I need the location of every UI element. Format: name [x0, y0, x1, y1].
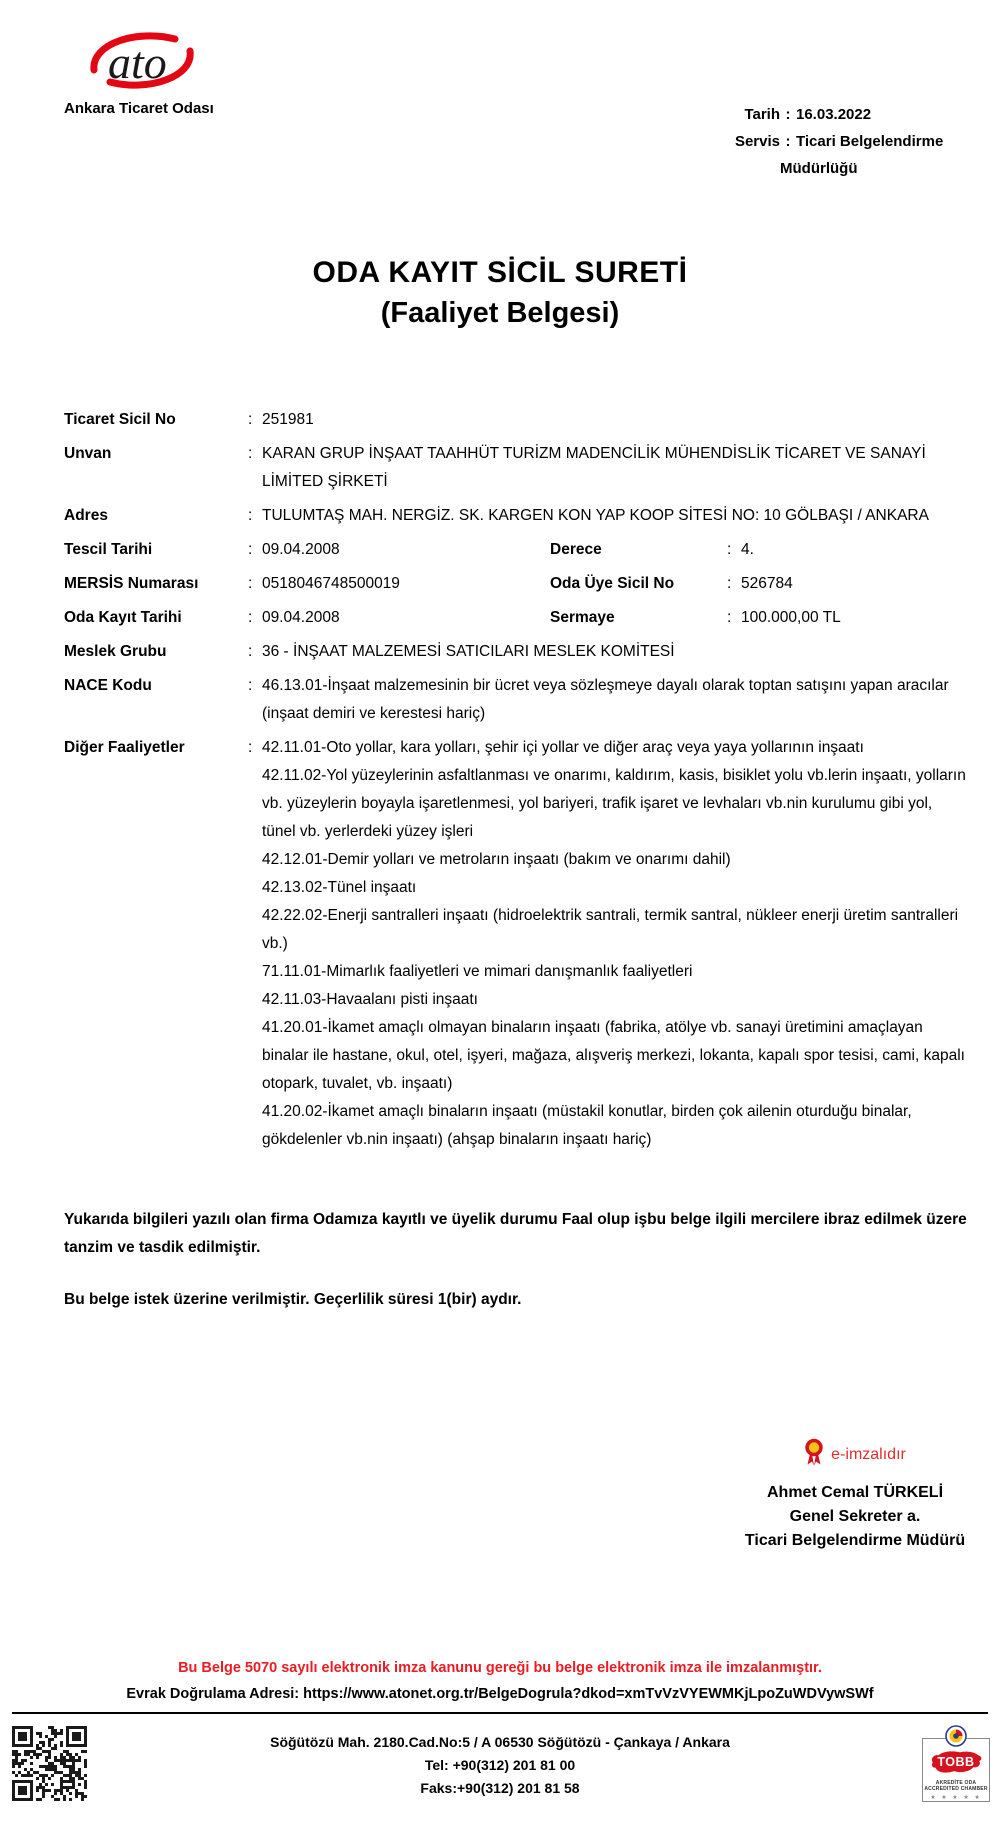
field-value: KARAN GRUP İNŞAAT TAAHHÜT TURİZM MADENCİLİK MÜHENDİSLİK TİCARET VE SANAYİ LİMİTED ŞİRKETİ	[262, 445, 926, 490]
field-value: TULUMTAŞ MAH. NERGİZ. SK. KARGEN KON YAP KOOP SİTESİ NO: 10 GÖLBAŞI / ANKARA	[262, 507, 929, 524]
footer-divider	[12, 1712, 988, 1714]
field-row-tescil-tarihi: Tescil Tarihi : 09.04.2008 Derece : 4.	[64, 536, 967, 564]
field-row-mersis: MERSİS Numarası : 0518046748500019 Oda Üye Sicil No : 526784	[64, 570, 967, 598]
esign-label: e-imzalıdır	[831, 1445, 906, 1463]
field-row-meslek-grubu: Meslek Grubu : 36 - İNŞAAT MALZEMESİ SATICILARI MESLEK KOMİTESİ	[64, 638, 967, 666]
field-value: 09.04.2008	[262, 609, 340, 626]
field-value: 0518046748500019	[262, 575, 400, 592]
activity-item: 42.11.01-Oto yollar, kara yolları, şehir içi yollar ve diğer araç veya yaya yollarının inşaatı	[262, 739, 864, 756]
activity-item: 71.11.01-Mimarlık faaliyetleri ve mimari danışmanlık faaliyetleri	[262, 963, 693, 980]
field-row-nace-kodu: NACE Kodu : 46.13.01-İnşaat malzemesinin bir ücret veya sözleşmeye dayalı olarak toptan satışını yapan aracılar (inşaat demiri ve kerestesi hariç)	[64, 672, 967, 728]
tobb-text: TOBB	[937, 1754, 975, 1769]
field-value-2: 4.	[741, 541, 754, 558]
footer-tel: Tel: +90(312) 201 81 00	[424, 1757, 576, 1773]
legal-esign-notice: Bu Belge 5070 sayılı elektronik imza kanunu gereği bu belge elektronik imza ile imzalanmıştır.	[178, 1660, 822, 1676]
activity-item: 42.11.02-Yol yüzeylerinin asfaltlanması ve onarımı, kaldırım, kasis, bisiklet yolu vb.lerin inşaatı, yolların vb. yüzeylerin boyayla işaretlenmesi, yol bariyeri, trafik işaret ve levhaları vb.nin kurulumu gibi yol, tünel vb. yerlerdeki yüzey işleri	[262, 767, 966, 840]
service-value: Ticari Belgelendirme	[796, 133, 944, 150]
signer-name: Ahmet Cemal TÜRKELİ	[766, 1484, 944, 1501]
date-value: 16.03.2022	[796, 106, 872, 123]
field-row-ticaret-sicil-no: Ticaret Sicil No : 251981	[64, 406, 967, 434]
field-value-2: 526784	[741, 575, 793, 592]
title-line2: (Faaliyet Belgesi)	[380, 297, 620, 329]
registry-fields	[64, 406, 967, 1160]
field-value: 46.13.01-İnşaat malzemesinin bir ücret veya sözleşmeye dayalı olarak toptan satışını yapan aracılar (inşaat demiri ve kerestesi hariç)	[262, 677, 949, 722]
date-label: Tarih	[744, 106, 780, 123]
service-label: Servis	[734, 133, 780, 150]
title-line1: ODA KAYIT SİCİL SURETİ	[312, 256, 688, 289]
field-label: Oda Kayıt Tarihi	[64, 609, 182, 626]
service-value-2: Müdürlüğü	[780, 160, 858, 177]
signature-block	[700, 1438, 1000, 1553]
field-label: MERSİS Numarası	[64, 575, 199, 592]
activity-list	[262, 734, 967, 1154]
activity-item: 42.11.03-Havaalanı pisti inşaatı	[262, 991, 478, 1008]
field-value: 251981	[262, 411, 314, 428]
tobb-logo	[922, 1738, 990, 1802]
ato-logo-text: ato	[108, 37, 167, 88]
tobb-emblem-icon	[945, 1725, 967, 1747]
footer-contact	[0, 1731, 1000, 1800]
signer-title-2: Ticari Belgelendirme Müdürü	[744, 1532, 966, 1549]
field-row-unvan: Unvan : KARAN GRUP İNŞAAT TAAHHÜT TURİZM MADENCİLİK MÜHENDİSLİK TİCARET VE SANAYİ LİMİTED ŞİRKETİ	[64, 440, 967, 496]
activity-item: 42.22.02-Enerji santralleri inşaatı (hidroelektrik santrali, termik santral, nükleer enerji üretim santralleri vb.)	[262, 907, 959, 952]
activity-item: 41.20.02-İkamet amaçlı binaların inşaatı (müstakil konutlar, birden çok ailenin oturduğu binalar, gökdelenler vb.nin inşaatı) (ahşap binaların inşaatı hariç)	[262, 1103, 912, 1148]
tobb-stars: ★ ★ ★ ★ ★	[930, 1795, 982, 1801]
verification-url-line: Evrak Doğrulama Adresi: https://www.atonet.org.tr/BelgeDogrula?dkod=xmTvVzVYEWMKjLpoZuWDVywSWf	[126, 1686, 874, 1702]
tobb-sub2: ACCREDITED CHAMBER	[924, 1786, 988, 1792]
footer-fax: Faks:+90(312) 201 81 58	[420, 1780, 580, 1796]
signer-title-1: Genel Sekreter a.	[789, 1508, 921, 1525]
org-name: Ankara Ticaret Odası	[64, 100, 214, 117]
field-label: Unvan	[64, 445, 112, 462]
field-label: Diğer Faaliyetler	[64, 739, 185, 756]
activity-item: 42.12.01-Demir yolları ve metroların inşaatı (bakım ve onarımı dahil)	[262, 851, 731, 868]
field-row-adres: Adres : TULUMTAŞ MAH. NERGİZ. SK. KARGEN KON YAP KOOP SİTESİ NO: 10 GÖLBAŞI / ANKARA	[64, 502, 967, 530]
tobb-sub1: AKREDİTE ODA	[935, 1780, 977, 1786]
field-value-2: 100.000,00 TL	[741, 609, 841, 626]
field-label: Adres	[64, 507, 108, 524]
field-value: 09.04.2008	[262, 541, 340, 558]
statement-registration: Yukarıda bilgileri yazılı olan firma Odamıza kayıtlı ve üyelik durumu Faal olup işbu belge ilgili mercilere ibraz edilmek üzere tanzim ve tasdik edilmiştir.	[64, 1211, 967, 1256]
field-label: NACE Kodu	[64, 677, 152, 694]
field-label-2: Oda Üye Sicil No	[550, 575, 675, 592]
turkey-map-icon	[923, 1748, 989, 1780]
field-label: Meslek Grubu	[64, 643, 167, 660]
field-label: Tescil Tarihi	[64, 541, 153, 558]
footer-address-line: Söğütözü Mah. 2180.Cad.No:5 / A 06530 Söğütözü - Çankaya / Ankara	[270, 1734, 730, 1750]
field-label-2: Derece	[550, 541, 602, 558]
field-row-oda-kayit-tarihi: Oda Kayıt Tarihi : 09.04.2008 Sermaye : 100.000,00 TL	[64, 604, 967, 632]
field-row-diger-faaliyetler: Diğer Faaliyetler : 42.11.01-Oto yollar, kara yolları, şehir içi yollar ve diğer araç veya yaya yollarının inşaatı 42.11.02-Yol yüzeylerinin asfaltlanması ve onarımı, kaldırım, kasis, bisiklet yolu vb.lerin inşaatı, yolların vb. yüzeylerin boyayla işaretlenmesi, yol bariyeri, trafik işaret ve levhaları vb.nin kurulumu gibi yol, tünel vb. yerlerdeki yüzey işleri 42.12.01-Demir yolları ve metroların inşaatı (bakım ve onarımı dahil) 42.13.02-Tünel inşaatı 42.22.02-Enerji santralleri inşaatı (hidroelektrik santrali, termik santral, nükleer enerji üretim santralleri vb.) 71.11.01-Mimarlık faaliyetleri ve mimari danışmanlık faaliyetleri 42.11.03-Havaalanı pisti inşaatı 41.20.01-İkamet amaçlı olmayan binaların inşaatı (fabrika, atölye vb. sanayi üretimini amaçlayan binalar ile hastane, okul, otel, işyeri, mağaza, alışveriş merkezi, lokanta, kapalı spor tesisi, cami, kapalı otopark, tuvalet, vb. inşaatı) 41.20.02-İkamet amaçlı binaların inşaatı (müstakil konutlar, birden çok ailenin oturduğu binalar, gökdelenler vb.nin inşaatı) (ahşap binaların inşaatı hariç)	[64, 734, 967, 1154]
activity-item: 42.13.02-Tünel inşaatı	[262, 879, 417, 896]
statement-validity: Bu belge istek üzerine verilmiştir. Geçerlilik süresi 1(bir) aydır.	[64, 1291, 522, 1308]
document-title	[0, 253, 1000, 333]
ato-logo-icon	[84, 24, 200, 96]
activity-item: 41.20.01-İkamet amaçlı olmayan binaların inşaatı (fabrika, atölye vb. sanayi üretimini amaçlayan binalar ile hastane, okul, otel, işyeri, mağaza, alışveriş merkezi, lokanta, kapalı spor tesisi, cami, kapalı otopark, tuvalet, vb. inşaatı)	[262, 1019, 965, 1092]
e-seal-rosette-icon	[804, 1438, 824, 1471]
field-label: Ticaret Sicil No	[64, 411, 176, 428]
field-value: 36 - İNŞAAT MALZEMESİ SATICILARI MESLEK KOMİTESİ	[262, 643, 675, 660]
header-meta: Tarih : 16.03.2022 Servis : Ticari Belgelendirme Müdürlüğü	[650, 106, 943, 177]
field-label-2: Sermaye	[550, 609, 615, 626]
